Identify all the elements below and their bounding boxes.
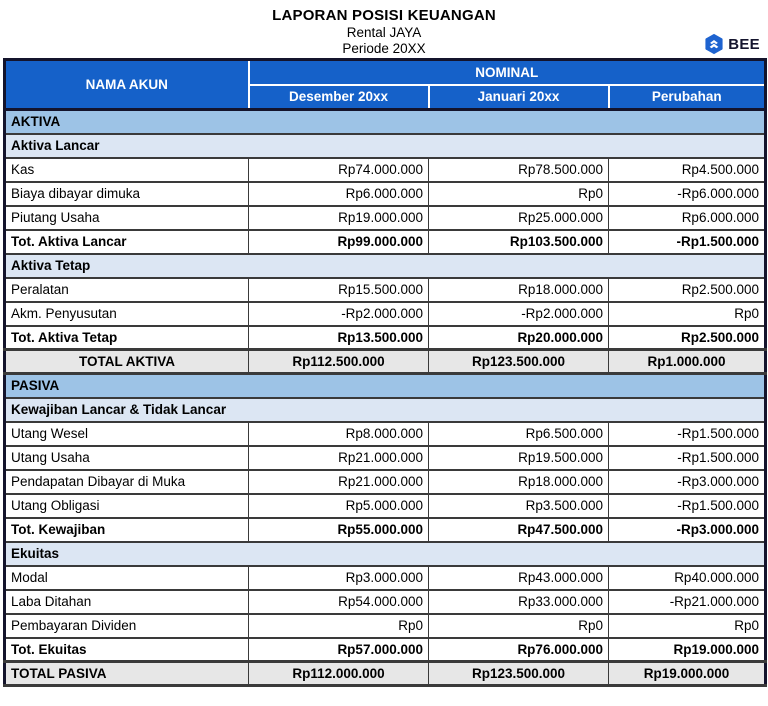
amount-cell: Rp78.500.000 — [429, 158, 609, 182]
column-header-account-name: NAMA AKUN — [5, 60, 249, 110]
table-row-item — [5, 158, 766, 182]
section-label: AKTIVA — [5, 110, 766, 134]
amount-cell: Rp21.000.000 — [249, 470, 429, 494]
account-name-cell: Tot. Kewajiban — [5, 518, 249, 542]
amount-cell: Rp4.500.000 — [609, 158, 766, 182]
amount-cell: Rp19.000.000 — [249, 206, 429, 230]
column-header-december: Desember 20xx — [249, 85, 429, 110]
amount-cell: Rp19.000.000 — [609, 662, 766, 686]
amount-cell: Rp0 — [249, 614, 429, 638]
amount-cell: Rp112.500.000 — [249, 350, 429, 374]
table-row-item — [5, 182, 766, 206]
report-period: Periode 20XX — [342, 41, 426, 56]
amount-cell: Rp8.000.000 — [249, 422, 429, 446]
table-header — [5, 60, 766, 110]
table-row-total — [5, 662, 766, 686]
amount-cell: Rp21.000.000 — [249, 446, 429, 470]
amount-cell: -Rp1.500.000 — [609, 422, 766, 446]
amount-cell: Rp3.000.000 — [249, 566, 429, 590]
amount-cell: Rp20.000.000 — [429, 326, 609, 350]
amount-cell: -Rp21.000.000 — [609, 590, 766, 614]
account-name-cell: Utang Obligasi — [5, 494, 249, 518]
account-name-cell: Kas — [5, 158, 249, 182]
table-row-item — [5, 446, 766, 470]
amount-cell: Rp19.500.000 — [429, 446, 609, 470]
balance-sheet-table — [3, 58, 767, 687]
amount-cell: -Rp1.500.000 — [609, 494, 766, 518]
amount-cell: Rp112.000.000 — [249, 662, 429, 686]
amount-cell: Rp15.500.000 — [249, 278, 429, 302]
amount-cell: Rp18.000.000 — [429, 470, 609, 494]
column-header-nominal-group: NOMINAL — [249, 60, 766, 85]
column-header-change: Perubahan — [609, 85, 766, 110]
table-row-subsection — [5, 542, 766, 566]
table-row-subsection — [5, 254, 766, 278]
table-row-subsection — [5, 398, 766, 422]
table-row-subtotal — [5, 638, 766, 662]
amount-cell: -Rp3.000.000 — [609, 518, 766, 542]
account-name-cell: Utang Usaha — [5, 446, 249, 470]
amount-cell: Rp25.000.000 — [429, 206, 609, 230]
subsection-label: Ekuitas — [5, 542, 766, 566]
table-row-item — [5, 278, 766, 302]
amount-cell: Rp0 — [429, 614, 609, 638]
table-row-total — [5, 350, 766, 374]
amount-cell: Rp18.000.000 — [429, 278, 609, 302]
account-name-cell: Piutang Usaha — [5, 206, 249, 230]
report-table-body — [5, 110, 766, 686]
amount-cell: Rp33.000.000 — [429, 590, 609, 614]
amount-cell: Rp0 — [429, 182, 609, 206]
account-name-cell: Peralatan — [5, 278, 249, 302]
subsection-label: Aktiva Tetap — [5, 254, 766, 278]
company-name: Rental JAYA — [346, 25, 422, 40]
amount-cell: Rp6.000.000 — [249, 182, 429, 206]
account-name-cell: Tot. Ekuitas — [5, 638, 249, 662]
account-name-cell: Tot. Aktiva Tetap — [5, 326, 249, 350]
column-header-january: Januari 20xx — [429, 85, 609, 110]
subsection-label: Aktiva Lancar — [5, 134, 766, 158]
amount-cell: Rp6.000.000 — [609, 206, 766, 230]
table-row-item — [5, 470, 766, 494]
table-row-item — [5, 590, 766, 614]
table-row-item — [5, 302, 766, 326]
amount-cell: Rp54.000.000 — [249, 590, 429, 614]
subsection-label: Kewajiban Lancar & Tidak Lancar — [5, 398, 766, 422]
amount-cell: Rp1.000.000 — [609, 350, 766, 374]
amount-cell: -Rp1.500.000 — [609, 446, 766, 470]
amount-cell: Rp3.500.000 — [429, 494, 609, 518]
amount-cell: -Rp6.000.000 — [609, 182, 766, 206]
amount-cell: -Rp1.500.000 — [609, 230, 766, 254]
table-row-subsection — [5, 134, 766, 158]
bee-logo — [704, 33, 760, 55]
table-row-item — [5, 494, 766, 518]
amount-cell: Rp43.000.000 — [429, 566, 609, 590]
account-name-cell: TOTAL PASIVA — [5, 662, 249, 686]
amount-cell: Rp13.500.000 — [249, 326, 429, 350]
report-header — [0, 0, 768, 58]
section-label: PASIVA — [5, 374, 766, 398]
amount-cell: Rp2.500.000 — [609, 278, 766, 302]
table-row-item — [5, 566, 766, 590]
amount-cell: Rp103.500.000 — [429, 230, 609, 254]
amount-cell: Rp123.500.000 — [429, 662, 609, 686]
amount-cell: Rp74.000.000 — [249, 158, 429, 182]
bee-hexagon-icon — [704, 33, 724, 55]
amount-cell: Rp0 — [609, 302, 766, 326]
account-name-cell: Pendapatan Dibayar di Muka — [5, 470, 249, 494]
account-name-cell: Laba Ditahan — [5, 590, 249, 614]
amount-cell: Rp0 — [609, 614, 766, 638]
table-row-section — [5, 110, 766, 134]
table-row-subtotal — [5, 518, 766, 542]
table-row-item — [5, 422, 766, 446]
table-row-subtotal — [5, 230, 766, 254]
amount-cell: Rp19.000.000 — [609, 638, 766, 662]
account-name-cell: Utang Wesel — [5, 422, 249, 446]
amount-cell: Rp2.500.000 — [609, 326, 766, 350]
table-row-section — [5, 374, 766, 398]
report-title: LAPORAN POSISI KEUANGAN — [272, 7, 496, 24]
amount-cell: Rp99.000.000 — [249, 230, 429, 254]
amount-cell: Rp57.000.000 — [249, 638, 429, 662]
table-row-subtotal — [5, 326, 766, 350]
amount-cell: Rp55.000.000 — [249, 518, 429, 542]
amount-cell: Rp76.000.000 — [429, 638, 609, 662]
account-name-cell: Tot. Aktiva Lancar — [5, 230, 249, 254]
bee-logo-text: BEE — [728, 35, 760, 53]
table-row-item — [5, 206, 766, 230]
account-name-cell: Akm. Penyusutan — [5, 302, 249, 326]
account-name-cell: TOTAL AKTIVA — [5, 350, 249, 374]
table-row-item — [5, 614, 766, 638]
amount-cell: Rp5.000.000 — [249, 494, 429, 518]
account-name-cell: Modal — [5, 566, 249, 590]
amount-cell: Rp47.500.000 — [429, 518, 609, 542]
amount-cell: -Rp3.000.000 — [609, 470, 766, 494]
amount-cell: -Rp2.000.000 — [249, 302, 429, 326]
amount-cell: -Rp2.000.000 — [429, 302, 609, 326]
account-name-cell: Pembayaran Dividen — [5, 614, 249, 638]
amount-cell: Rp40.000.000 — [609, 566, 766, 590]
amount-cell: Rp123.500.000 — [429, 350, 609, 374]
account-name-cell: Biaya dibayar dimuka — [5, 182, 249, 206]
amount-cell: Rp6.500.000 — [429, 422, 609, 446]
